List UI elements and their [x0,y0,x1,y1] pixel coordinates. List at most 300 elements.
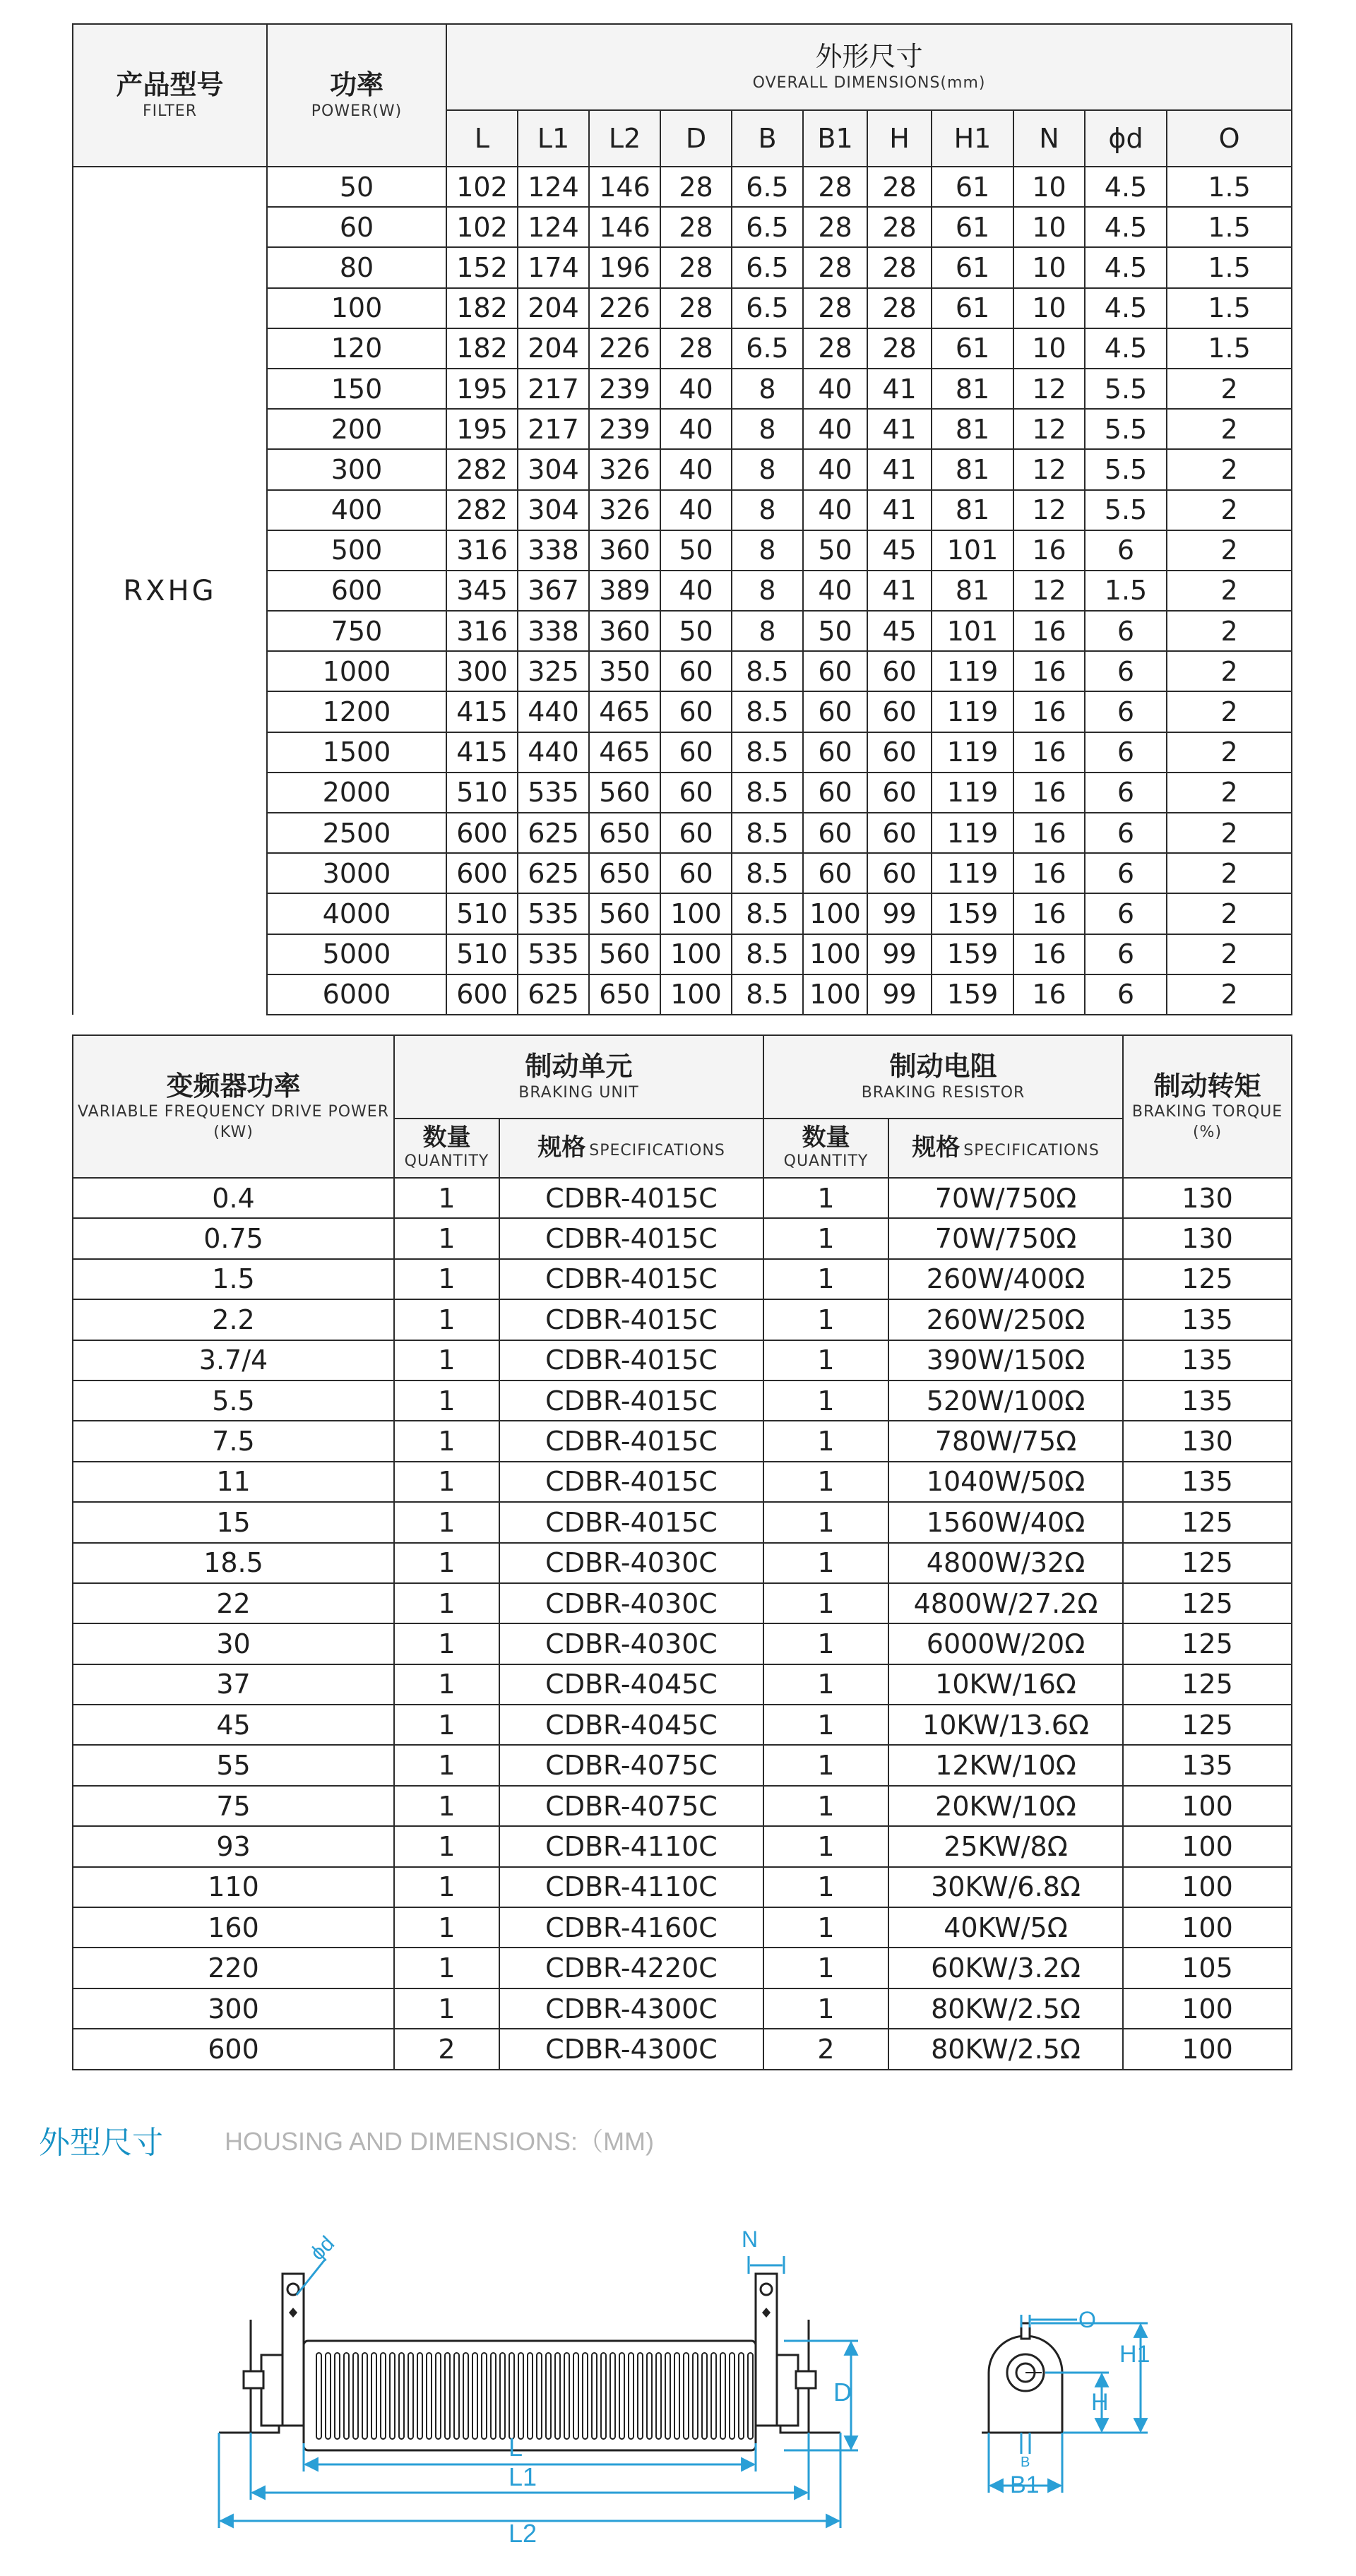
resistor-spec-cell: 260W/250Ω [888,1299,1123,1340]
dimension-cell: 60 [660,813,732,853]
table-row [73,1381,1292,1421]
dimension-cell: 8 [732,369,803,409]
resistor-fin [647,2353,652,2439]
resistor-qty-cell: 1 [763,1502,888,1542]
unit-spec-cell: CDBR-4110C [499,1867,763,1907]
dimension-cell: 28 [803,247,867,287]
dimension-cell: 81 [932,449,1013,489]
dimension-cell: 60 [867,691,932,732]
torque-cell: 130 [1123,1178,1292,1218]
unit-qty-header-cn: 数量 [422,1123,471,1152]
resistor-fin [482,2353,487,2439]
resistor-front-view [982,2323,1070,2433]
dimension-cell: 40 [803,571,867,611]
power-cell: 60 [267,207,446,247]
unit-qty-cell: 1 [394,1462,499,1502]
resistor-fin [720,2353,725,2439]
unit-spec-cell: CDBR-4030C [499,1623,763,1664]
unit-spec-cell: CDBR-4015C [499,1299,763,1340]
resistor-spec-cell: 1040W/50Ω [888,1462,1123,1502]
unit-spec-header [499,1119,763,1178]
dimension-cell: 16 [1013,530,1085,571]
vfd-power-cell: 37 [73,1664,394,1705]
dimension-cell: 304 [518,490,589,530]
dimension-cell: 226 [589,328,660,369]
dimension-cell: 6.5 [732,167,803,207]
resistor-fin [610,2353,615,2439]
table-row [73,1340,1292,1381]
table-row [73,167,1292,207]
dimension-cell: 8.5 [732,974,803,1015]
vfd-power-cell: 18.5 [73,1543,394,1583]
label-L2: L2 [509,2519,537,2548]
power-header-cn: 功率 [329,68,383,100]
dimension-cell: 2 [1167,893,1292,934]
table-row [73,1988,1292,2029]
section-title-en: HOUSING AND DIMENSIONS:（MM) [225,2127,655,2156]
model-cell: RXHG [73,167,267,1015]
dimension-cell: 6.5 [732,288,803,328]
dimension-cell: 4.5 [1085,328,1167,369]
vfd-power-cell: 160 [73,1907,394,1948]
dimension-cell: 40 [660,571,732,611]
dimension-cell: 28 [803,288,867,328]
dimension-cell: 40 [803,409,867,449]
dimension-cell: 600 [446,974,518,1015]
power-cell: 600 [267,571,446,611]
unit-spec-cell: CDBR-4300C [499,1988,763,2029]
resistor-fin [730,2353,734,2439]
vfd-power-cell: 11 [73,1462,394,1502]
resistor-spec-cell: 10KW/16Ω [888,1664,1123,1705]
resistor-spec-cell: 25KW/8Ω [888,1826,1123,1866]
resistor-spec-cell: 60KW/3.2Ω [888,1948,1123,1988]
resistor-spec-cell: 780W/75Ω [888,1421,1123,1461]
dimension-cell: 2 [1167,571,1292,611]
unit-qty-cell: 1 [394,1664,499,1705]
dimension-cell: 28 [867,207,932,247]
resistor-fin [601,2353,606,2439]
label-H: H [1091,2389,1109,2416]
model-header-en: FILTER [143,102,197,120]
torque-cell: 135 [1123,1299,1292,1340]
dimension-cell: 28 [660,288,732,328]
dimension-cell: 560 [589,934,660,974]
table-row [73,1543,1292,1583]
dimension-cell: 28 [803,207,867,247]
dimension-cell: 8.5 [732,853,803,893]
dimension-cell: 124 [518,167,589,207]
dimension-cell: 100 [660,974,732,1015]
unit-spec-cell: CDBR-4015C [499,1178,763,1218]
torque-cell: 135 [1123,1381,1292,1421]
dimension-cell: 28 [803,328,867,369]
dimension-cell: 146 [589,167,660,207]
dimension-cell: 535 [518,934,589,974]
unit-qty-cell: 1 [394,1705,499,1745]
dimension-cell: 2 [1167,853,1292,893]
resistor-qty-cell: 1 [763,1867,888,1907]
resistor-qty-cell: 1 [763,1826,888,1866]
dimension-cell: 6 [1085,651,1167,691]
dimension-cell: 45 [867,530,932,571]
dimension-cell: 4.5 [1085,207,1167,247]
dimension-cell: 50 [803,530,867,571]
power-cell: 100 [267,288,446,328]
dimension-cell: 8 [732,530,803,571]
dimension-cell: 345 [446,571,518,611]
dimensions-header [446,24,1292,110]
resistor-spec-cell: 80KW/2.5Ω [888,2029,1123,2069]
unit-qty-cell: 1 [394,1826,499,1866]
dimension-column-header: B [732,110,803,167]
unit-qty-cell: 1 [394,1623,499,1664]
dimension-cell: 8.5 [732,773,803,813]
vfd-power-cell: 3.7/4 [73,1340,394,1381]
dimension-column-header: O [1167,110,1292,167]
dimension-cell: 360 [589,611,660,651]
table-row [73,1502,1292,1542]
resistor-qty-cell: 1 [763,1543,888,1583]
model-header [73,24,267,167]
table-row [73,1623,1292,1664]
section-title-cn: 外型尺寸 [39,2125,163,2161]
dimension-cell: 61 [932,207,1013,247]
resistor-fin [592,2353,597,2439]
unit-qty-cell: 1 [394,1178,499,1218]
dimension-cell: 60 [803,691,867,732]
label-phi-d: ϕd [306,2231,340,2265]
unit-spec-cell: CDBR-4030C [499,1583,763,1623]
resistor-spec-cell: 40KW/5Ω [888,1907,1123,1948]
unit-qty-cell: 2 [394,2029,499,2069]
dimension-cell: 81 [932,571,1013,611]
power-cell: 80 [267,247,446,287]
table-row [73,1259,1292,1299]
vfd-power-header-cn: 变频器功率 [166,1070,301,1102]
dimension-column-header: L [446,110,518,167]
label-H1: H1 [1119,2341,1150,2368]
dimension-cell: 28 [660,207,732,247]
resistor-spec-cell: 70W/750Ω [888,1218,1123,1258]
torque-cell: 130 [1123,1218,1292,1258]
dimension-cell: 60 [660,651,732,691]
dimension-cell: 2 [1167,813,1292,853]
resistor-spec-cell: 260W/400Ω [888,1259,1123,1299]
dimension-cell: 415 [446,691,518,732]
dimension-cell: 60 [867,773,932,813]
dimension-cell: 4.5 [1085,288,1167,328]
dimension-cell: 28 [660,167,732,207]
resistor-fin [702,2353,707,2439]
resistor-fin [326,2353,331,2439]
resistor-fin [739,2353,744,2439]
dimension-cell: 535 [518,773,589,813]
resistor-fin [472,2353,477,2439]
dimension-cell: 326 [589,490,660,530]
torque-cell: 125 [1123,1502,1292,1542]
power-cell: 50 [267,167,446,207]
dimension-cell: 60 [803,651,867,691]
dimension-cell: 8 [732,490,803,530]
dimension-cell: 2 [1167,651,1292,691]
resistor-fin [408,2353,413,2439]
resistor-qty-header [763,1119,888,1178]
dimension-cell: 40 [803,369,867,409]
dimension-cell: 60 [660,773,732,813]
resistor-qty-cell: 1 [763,1907,888,1948]
torque-cell: 100 [1123,1988,1292,2029]
unit-qty-cell: 1 [394,1786,499,1826]
braking-torque-header-cn: 制动转矩 [1153,1070,1261,1102]
vfd-power-cell: 110 [73,1867,394,1907]
unit-spec-cell: CDBR-4030C [499,1543,763,1583]
dimension-cell: 16 [1013,974,1085,1015]
unit-spec-cell: CDBR-4015C [499,1259,763,1299]
dimension-cell: 2 [1167,369,1292,409]
dimension-cell: 6 [1085,732,1167,773]
resistor-fin [555,2353,560,2439]
label-O: O [1078,2307,1096,2332]
resistor-fin [674,2353,679,2439]
table-row [73,2029,1292,2069]
dimension-cell: 338 [518,530,589,571]
dimension-cell: 4.5 [1085,167,1167,207]
torque-cell: 100 [1123,2029,1292,2069]
vfd-power-cell: 93 [73,1826,394,1866]
dimension-cell: 60 [803,773,867,813]
dimension-cell: 650 [589,853,660,893]
dimension-cell: 101 [932,530,1013,571]
power-cell: 500 [267,530,446,571]
resistor-fin [454,2353,459,2439]
unit-spec-cell: CDBR-4075C [499,1786,763,1826]
dimension-cell: 41 [867,571,932,611]
dimension-cell: 6 [1085,773,1167,813]
dimension-cell: 81 [932,409,1013,449]
dimension-cell: 226 [589,288,660,328]
unit-qty-cell: 1 [394,1381,499,1421]
resistor-side-view [219,2274,840,2450]
resistor-spec-header-en: SPECIFICATIONS [963,1142,1100,1160]
dimension-cell: 2 [1167,773,1292,813]
resistor-fin [564,2353,569,2439]
resistor-spec-cell: 4800W/32Ω [888,1543,1123,1583]
dimension-cell: 28 [867,167,932,207]
table-row [73,1826,1292,1866]
label-D: D [833,2378,852,2407]
dimension-cell: 119 [932,651,1013,691]
dimension-cell: 2 [1167,974,1292,1015]
resistor-qty-cell: 1 [763,1705,888,1745]
dimension-cell: 16 [1013,691,1085,732]
resistor-fin [583,2353,588,2439]
dimension-cell: 100 [803,893,867,934]
unit-qty-cell: 1 [394,1948,499,1988]
resistor-qty-cell: 1 [763,1178,888,1218]
unit-spec-cell: CDBR-4015C [499,1502,763,1542]
dimension-cell: 81 [932,369,1013,409]
table-row [73,1462,1292,1502]
dimension-cell: 6 [1085,853,1167,893]
resistor-spec-cell: 80KW/2.5Ω [888,1988,1123,2029]
resistor-qty-cell: 1 [763,1299,888,1340]
dimension-cell: 60 [660,732,732,773]
dimension-cell: 16 [1013,773,1085,813]
dimension-column-header: ϕd [1085,110,1167,167]
dimension-cell: 440 [518,691,589,732]
dimensions-header-cn: 外形尺寸 [815,40,923,72]
dimension-cell: 2 [1167,611,1292,651]
vfd-power-cell: 45 [73,1705,394,1745]
dimension-cell: 61 [932,328,1013,369]
resistor-qty-cell: 1 [763,1259,888,1299]
dimension-cell: 10 [1013,247,1085,287]
vfd-power-cell: 15 [73,1502,394,1542]
dimension-cell: 204 [518,288,589,328]
dimension-cell: 10 [1013,288,1085,328]
dimension-cell: 119 [932,773,1013,813]
braking-unit-header-cn: 制动单元 [525,1050,633,1082]
table-row [73,1786,1292,1826]
dimension-cell: 465 [589,691,660,732]
resistor-qty-cell: 1 [763,1948,888,1988]
dimension-cell: 28 [867,288,932,328]
vfd-power-cell: 22 [73,1583,394,1623]
vfd-power-cell: 55 [73,1745,394,1785]
braking-torque-header-unit: (%) [1192,1123,1223,1141]
resistor-fin [436,2353,441,2439]
dimension-cell: 465 [589,732,660,773]
torque-cell: 100 [1123,1786,1292,1826]
dimension-cell: 510 [446,773,518,813]
dimension-cell: 81 [932,490,1013,530]
dimension-cell: 304 [518,449,589,489]
dimension-drawing [0,2189,1356,2576]
unit-qty-cell: 1 [394,1907,499,1948]
resistor-fin [684,2353,689,2439]
unit-spec-header-cn: 规格 [537,1133,586,1162]
unit-spec-cell: CDBR-4045C [499,1705,763,1745]
resistor-spec-cell: 30KW/6.8Ω [888,1867,1123,1907]
dimension-cell: 6.5 [732,207,803,247]
resistor-fin [417,2353,422,2439]
dimension-cell: 16 [1013,934,1085,974]
dimension-cell: 8 [732,611,803,651]
dimension-cell: 12 [1013,369,1085,409]
power-cell: 750 [267,611,446,651]
dimension-cell: 2 [1167,530,1292,571]
dimension-cell: 6.5 [732,247,803,287]
dimension-cell: 1.5 [1167,207,1292,247]
dimension-cell: 100 [660,934,732,974]
table-row [73,1583,1292,1623]
dimension-cell: 50 [660,530,732,571]
torque-cell: 125 [1123,1705,1292,1745]
dimension-cell: 440 [518,732,589,773]
power-cell: 400 [267,490,446,530]
power-cell: 150 [267,369,446,409]
dimension-cell: 6 [1085,691,1167,732]
unit-spec-cell: CDBR-4015C [499,1218,763,1258]
vfd-power-cell: 5.5 [73,1381,394,1421]
unit-qty-header [394,1119,499,1178]
dimension-cell: 6 [1085,974,1167,1015]
table-row [73,1299,1292,1340]
resistor-qty-cell: 1 [763,1421,888,1461]
vfd-power-cell: 0.75 [73,1218,394,1258]
torque-cell: 130 [1123,1421,1292,1461]
dimension-cell: 1.5 [1167,247,1292,287]
label-B1: B1 [1010,2471,1040,2498]
dimension-cell: 1.5 [1167,167,1292,207]
vfd-power-cell: 600 [73,2029,394,2069]
torque-cell: 100 [1123,1826,1292,1866]
resistor-fin [693,2353,698,2439]
dimension-cell: 360 [589,530,660,571]
label-B: B [1021,2455,1030,2470]
dimension-cell: 217 [518,369,589,409]
dimension-cell: 510 [446,934,518,974]
resistor-qty-cell: 1 [763,1340,888,1381]
vfd-power-cell: 30 [73,1623,394,1664]
dimension-cell: 16 [1013,813,1085,853]
dimension-cell: 5.5 [1085,409,1167,449]
dimension-cell: 41 [867,369,932,409]
dimension-cell: 2 [1167,934,1292,974]
power-cell: 1000 [267,651,446,691]
resistor-spec-cell: 1560W/40Ω [888,1502,1123,1542]
torque-cell: 100 [1123,1867,1292,1907]
unit-spec-cell: CDBR-4015C [499,1381,763,1421]
unit-qty-cell: 1 [394,1259,499,1299]
unit-spec-cell: CDBR-4045C [499,1664,763,1705]
resistor-fin [371,2353,376,2439]
torque-cell: 125 [1123,1583,1292,1623]
dimension-cell: 41 [867,449,932,489]
torque-cell: 125 [1123,1664,1292,1705]
dimension-cell: 28 [660,247,732,287]
resistor-fin [711,2353,716,2439]
dimension-cell: 239 [589,409,660,449]
resistor-spec-header [888,1119,1123,1178]
dimension-cell: 99 [867,893,932,934]
resistor-qty-cell: 1 [763,1988,888,2029]
resistor-spec-cell: 70W/750Ω [888,1178,1123,1218]
dimension-cell: 16 [1013,611,1085,651]
dimension-cell: 60 [867,853,932,893]
resistor-qty-header-cn: 数量 [802,1123,850,1152]
dimension-cell: 625 [518,853,589,893]
table-row [73,1178,1292,1218]
dimension-cell: 174 [518,247,589,287]
dimension-cell: 40 [803,490,867,530]
dimension-cell: 1.5 [1085,571,1167,611]
label-L1: L1 [509,2462,537,2491]
resistor-fin [316,2353,321,2439]
label-L: L [509,2433,523,2462]
dimension-cell: 101 [932,611,1013,651]
dimensions-header-en: OVERALL DIMENSIONS(mm) [752,73,986,92]
resistor-spec-cell: 20KW/10Ω [888,1786,1123,1826]
dimension-cell: 28 [660,328,732,369]
braking-resistor-header-en: BRAKING RESISTOR [861,1083,1025,1102]
unit-spec-cell: CDBR-4015C [499,1340,763,1381]
resistor-fin [509,2353,514,2439]
power-cell: 2500 [267,813,446,853]
dimension-column-header: H [867,110,932,167]
braking-resistor-header [763,1035,1123,1119]
